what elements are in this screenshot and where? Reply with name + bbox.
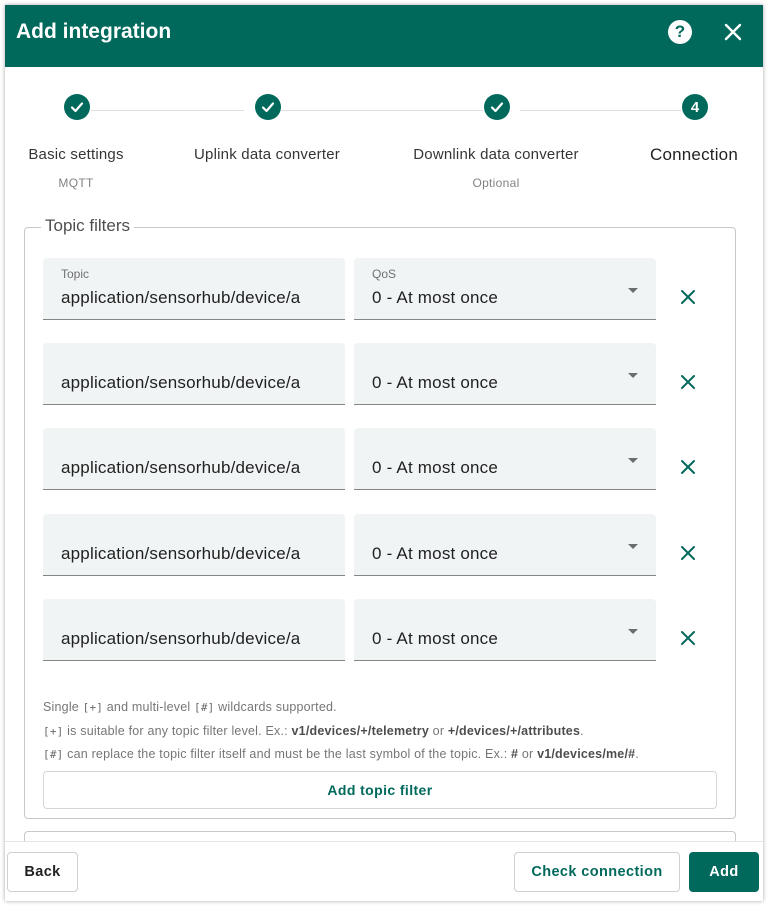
step-label-uplink[interactable]: Uplink data converter <box>194 146 340 163</box>
dropdown-arrow-icon[interactable] <box>628 629 638 634</box>
hint-line-2: [+] is suitable for any topic filter level. Ex.: v1/devices/+/telemetry or +/devices/+/attributes. <box>43 723 584 738</box>
qos-select[interactable] <box>354 514 656 576</box>
qos-value[interactable]: 0 - At most once <box>372 288 499 307</box>
qos-select[interactable] <box>354 258 656 320</box>
add-topic-filter-button[interactable]: Add topic filter <box>43 771 717 809</box>
step-label-basic-settings[interactable]: Basic settings <box>28 146 124 163</box>
dialog-footer <box>5 841 763 901</box>
remove-topic-close-icon[interactable] <box>676 455 700 479</box>
topic-input[interactable] <box>43 599 345 661</box>
topic-input[interactable] <box>43 514 345 576</box>
step-connector <box>520 110 681 111</box>
topic-value[interactable]: application/sensorhub/device/a <box>61 288 301 307</box>
step-label-downlink[interactable]: Downlink data converter <box>413 146 579 163</box>
qos-value[interactable]: 0 - At most once <box>372 458 499 477</box>
qos-label: QoS <box>372 267 397 281</box>
qos-value[interactable]: 0 - At most once <box>372 544 499 563</box>
qos-value[interactable]: 0 - At most once <box>372 629 499 648</box>
dialog-title: Add integration <box>16 20 172 43</box>
topic-value[interactable]: application/sensorhub/device/a <box>61 458 301 477</box>
qos-select[interactable] <box>354 428 656 490</box>
stepper <box>5 67 763 202</box>
step-sub-basic-settings: MQTT <box>58 176 94 190</box>
topic-filter-row <box>43 514 723 576</box>
step-1-check-icon[interactable] <box>64 94 90 120</box>
dropdown-arrow-icon[interactable] <box>628 458 638 463</box>
dropdown-arrow-icon[interactable] <box>628 373 638 378</box>
dialog-header <box>5 5 763 67</box>
qos-value[interactable]: 0 - At most once <box>372 373 499 392</box>
help-icon[interactable]: ? <box>668 20 692 44</box>
topic-label: Topic <box>61 267 90 281</box>
topic-filters-legend: Topic filters <box>41 216 134 236</box>
back-button[interactable]: Back <box>7 852 78 892</box>
step-label-connection[interactable]: Connection <box>649 145 739 164</box>
topic-value[interactable]: application/sensorhub/device/a <box>61 373 301 392</box>
topic-filter-row <box>43 428 723 490</box>
remove-topic-close-icon[interactable] <box>676 541 700 565</box>
step-4-number[interactable]: 4 <box>682 94 708 120</box>
remove-topic-close-icon[interactable] <box>676 626 700 650</box>
topic-value[interactable]: application/sensorhub/device/a <box>61 544 301 563</box>
remove-topic-close-icon[interactable] <box>676 370 700 394</box>
topic-input[interactable] <box>43 343 345 405</box>
step-3-check-icon[interactable] <box>484 94 510 120</box>
qos-select[interactable] <box>354 599 656 661</box>
add-integration-dialog <box>5 5 763 901</box>
dropdown-arrow-icon[interactable] <box>628 288 638 293</box>
qos-select[interactable] <box>354 343 656 405</box>
topic-input[interactable] <box>43 258 345 320</box>
dropdown-arrow-icon[interactable] <box>628 544 638 549</box>
step-2-check-icon[interactable] <box>255 94 281 120</box>
topic-filter-row <box>43 599 723 661</box>
topic-value[interactable]: application/sensorhub/device/a <box>61 629 301 648</box>
topic-filter-row <box>43 343 723 405</box>
step-sub-downlink: Optional <box>472 176 520 190</box>
remove-topic-close-icon[interactable] <box>676 285 700 309</box>
topic-input[interactable] <box>43 428 345 490</box>
topic-filter-row <box>43 258 723 320</box>
add-button[interactable]: Add <box>689 852 759 892</box>
hint-line-1: Single [+] and multi-level [#] wildcards supported. <box>43 700 337 714</box>
step-connector <box>91 110 244 111</box>
close-icon[interactable] <box>718 17 748 47</box>
step-connector <box>281 110 483 111</box>
hint-line-3: [#] can replace the topic filter itself and must be the last symbol of the topic. Ex.: # or v1/devices/me/#. <box>43 747 639 761</box>
wildcard-hints <box>43 696 639 767</box>
check-connection-button[interactable]: Check connection <box>514 852 680 892</box>
